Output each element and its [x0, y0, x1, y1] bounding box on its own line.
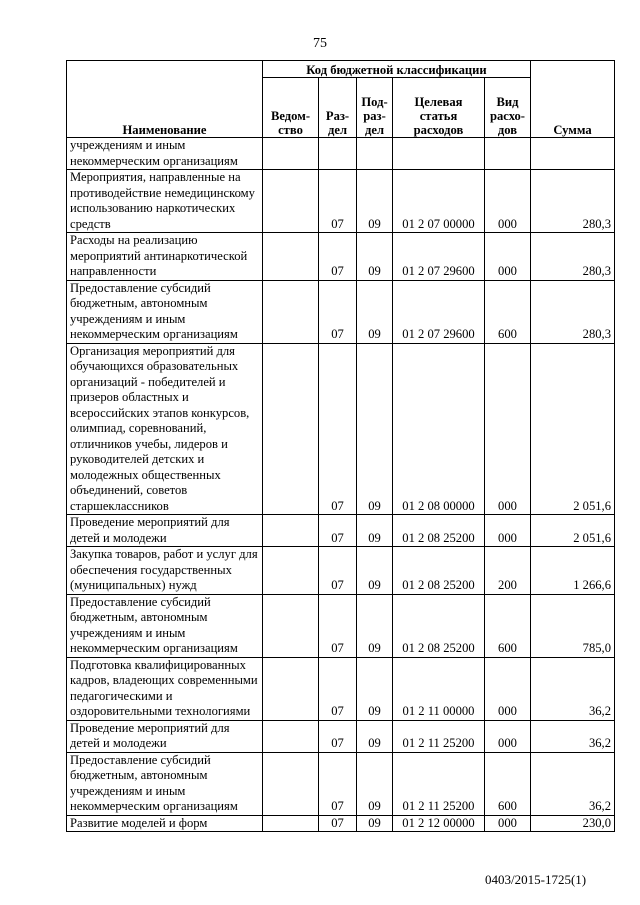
cell-name: Мероприятия, направленные на противодействие немедицинскому использованию наркотических средств — [67, 170, 263, 233]
cell-podrazdel — [357, 138, 393, 170]
header-expense-type-label: Вид расхо-дов — [489, 95, 526, 137]
cell-name: Предоставление субсидий бюджетным, автономным учреждениям и иным некоммерческим организациям — [67, 280, 263, 343]
table-row — [67, 815, 615, 832]
cell-expense-type: 000 — [485, 657, 531, 720]
header-sum: Сумма — [531, 61, 615, 138]
cell-expense-type: 000 — [485, 815, 531, 832]
cell-vedomstvo — [263, 280, 319, 343]
table-row — [67, 720, 615, 752]
cell-expense-type: 000 — [485, 720, 531, 752]
cell-expense-type: 000 — [485, 233, 531, 281]
table-row — [67, 752, 615, 815]
cell-razdel: 07 — [319, 720, 357, 752]
header-podrazdel-label: Под-раз-дел — [361, 95, 388, 137]
cell-name: Предоставление субсидий бюджетным, автономным учреждениям и иным некоммерческим организациям — [67, 752, 263, 815]
header-vedomstvo-label: Ведом-ство — [270, 109, 311, 137]
cell-sum: 280,3 — [531, 280, 615, 343]
cell-vedomstvo — [263, 515, 319, 547]
table-row — [67, 657, 615, 720]
cell-razdel: 07 — [319, 752, 357, 815]
cell-expense-type: 600 — [485, 280, 531, 343]
cell-sum: 280,3 — [531, 170, 615, 233]
cell-target-article: 01 2 11 00000 — [393, 657, 485, 720]
cell-expense-type: 600 — [485, 752, 531, 815]
cell-name: Закупка товаров, работ и услуг для обеспечения государственных (муниципальных) нужд — [67, 547, 263, 595]
cell-target-article: 01 2 08 25200 — [393, 547, 485, 595]
cell-podrazdel: 09 — [357, 343, 393, 515]
cell-name: Организация мероприятий для обучающихся образовательных организаций - победителей и призеров областных и всероссийских этапов конкурсов, олимпиад, соревнований, отличников учебы, лидеров и руководителей детских и молодежных общественных объединений, советов старшеклассников — [67, 343, 263, 515]
cell-sum: 2 051,6 — [531, 515, 615, 547]
cell-razdel: 07 — [319, 515, 357, 547]
cell-target-article: 01 2 11 25200 — [393, 720, 485, 752]
header-razdel-label: Раз-дел — [325, 109, 350, 137]
header-name: Наименование — [67, 61, 263, 138]
table-row — [67, 170, 615, 233]
cell-sum: 36,2 — [531, 720, 615, 752]
table-row — [67, 547, 615, 595]
cell-expense-type: 200 — [485, 547, 531, 595]
cell-podrazdel: 09 — [357, 547, 393, 595]
cell-sum: 2 051,6 — [531, 343, 615, 515]
cell-razdel: 07 — [319, 280, 357, 343]
cell-name: Проведение мероприятий для детей и молодежи — [67, 720, 263, 752]
table-row — [67, 594, 615, 657]
cell-name: учреждениям и иным некоммерческим организациям — [67, 138, 263, 170]
cell-vedomstvo — [263, 594, 319, 657]
cell-razdel: 07 — [319, 343, 357, 515]
cell-razdel: 07 — [319, 657, 357, 720]
cell-target-article: 01 2 08 25200 — [393, 515, 485, 547]
table-row — [67, 280, 615, 343]
cell-vedomstvo — [263, 720, 319, 752]
cell-vedomstvo — [263, 547, 319, 595]
cell-podrazdel: 09 — [357, 170, 393, 233]
cell-razdel: 07 — [319, 594, 357, 657]
cell-expense-type: 000 — [485, 170, 531, 233]
cell-expense-type: 600 — [485, 594, 531, 657]
cell-sum — [531, 138, 615, 170]
table-row — [67, 343, 615, 515]
cell-razdel: 07 — [319, 233, 357, 281]
cell-vedomstvo — [263, 815, 319, 832]
document-code: 0403/2015-1725(1) — [485, 872, 587, 887]
cell-name: Расходы на реализацию мероприятий антинаркотической направленности — [67, 233, 263, 281]
cell-podrazdel: 09 — [357, 280, 393, 343]
header-classification-code: Код бюджетной классификации — [263, 61, 531, 78]
cell-sum: 36,2 — [531, 752, 615, 815]
cell-vedomstvo — [263, 657, 319, 720]
cell-vedomstvo — [263, 170, 319, 233]
header-expense-type — [485, 78, 531, 138]
header-target-article — [393, 78, 485, 138]
cell-razdel: 07 — [319, 170, 357, 233]
cell-name: Проведение мероприятий для детей и молодежи — [67, 515, 263, 547]
cell-podrazdel: 09 — [357, 515, 393, 547]
cell-name: Развитие моделей и форм — [67, 815, 263, 832]
cell-target-article: 01 2 11 25200 — [393, 752, 485, 815]
header-razdel — [319, 78, 357, 138]
cell-target-article — [393, 138, 485, 170]
cell-target-article: 01 2 07 29600 — [393, 233, 485, 281]
table-row — [67, 515, 615, 547]
cell-target-article: 01 2 08 00000 — [393, 343, 485, 515]
cell-sum: 230,0 — [531, 815, 615, 832]
header-vedomstvo — [263, 78, 319, 138]
cell-expense-type: 000 — [485, 515, 531, 547]
cell-expense-type: 000 — [485, 343, 531, 515]
cell-name: Предоставление субсидий бюджетным, автономным учреждениям и иным некоммерческим организациям — [67, 594, 263, 657]
cell-sum: 785,0 — [531, 594, 615, 657]
cell-expense-type — [485, 138, 531, 170]
cell-target-article: 01 2 07 29600 — [393, 280, 485, 343]
cell-podrazdel: 09 — [357, 815, 393, 832]
header-target-article-label: Целевая статья расходов — [413, 95, 464, 137]
cell-podrazdel: 09 — [357, 594, 393, 657]
table-row — [67, 233, 615, 281]
cell-sum: 280,3 — [531, 233, 615, 281]
cell-sum: 1 266,6 — [531, 547, 615, 595]
cell-name: Подготовка квалифицированных кадров, владеющих современными педагогическими и оздоровительными технологиями — [67, 657, 263, 720]
cell-razdel — [319, 138, 357, 170]
budget-table — [66, 60, 615, 832]
cell-vedomstvo — [263, 138, 319, 170]
cell-podrazdel: 09 — [357, 720, 393, 752]
table-row — [67, 138, 615, 170]
cell-vedomstvo — [263, 752, 319, 815]
cell-podrazdel: 09 — [357, 233, 393, 281]
cell-target-article: 01 2 08 25200 — [393, 594, 485, 657]
cell-podrazdel: 09 — [357, 752, 393, 815]
cell-razdel: 07 — [319, 547, 357, 595]
cell-target-article: 01 2 07 00000 — [393, 170, 485, 233]
page-number: 75 — [313, 36, 327, 51]
cell-sum: 36,2 — [531, 657, 615, 720]
header-podrazdel — [357, 78, 393, 138]
cell-vedomstvo — [263, 233, 319, 281]
cell-vedomstvo — [263, 343, 319, 515]
cell-target-article: 01 2 12 00000 — [393, 815, 485, 832]
cell-podrazdel: 09 — [357, 657, 393, 720]
cell-razdel: 07 — [319, 815, 357, 832]
